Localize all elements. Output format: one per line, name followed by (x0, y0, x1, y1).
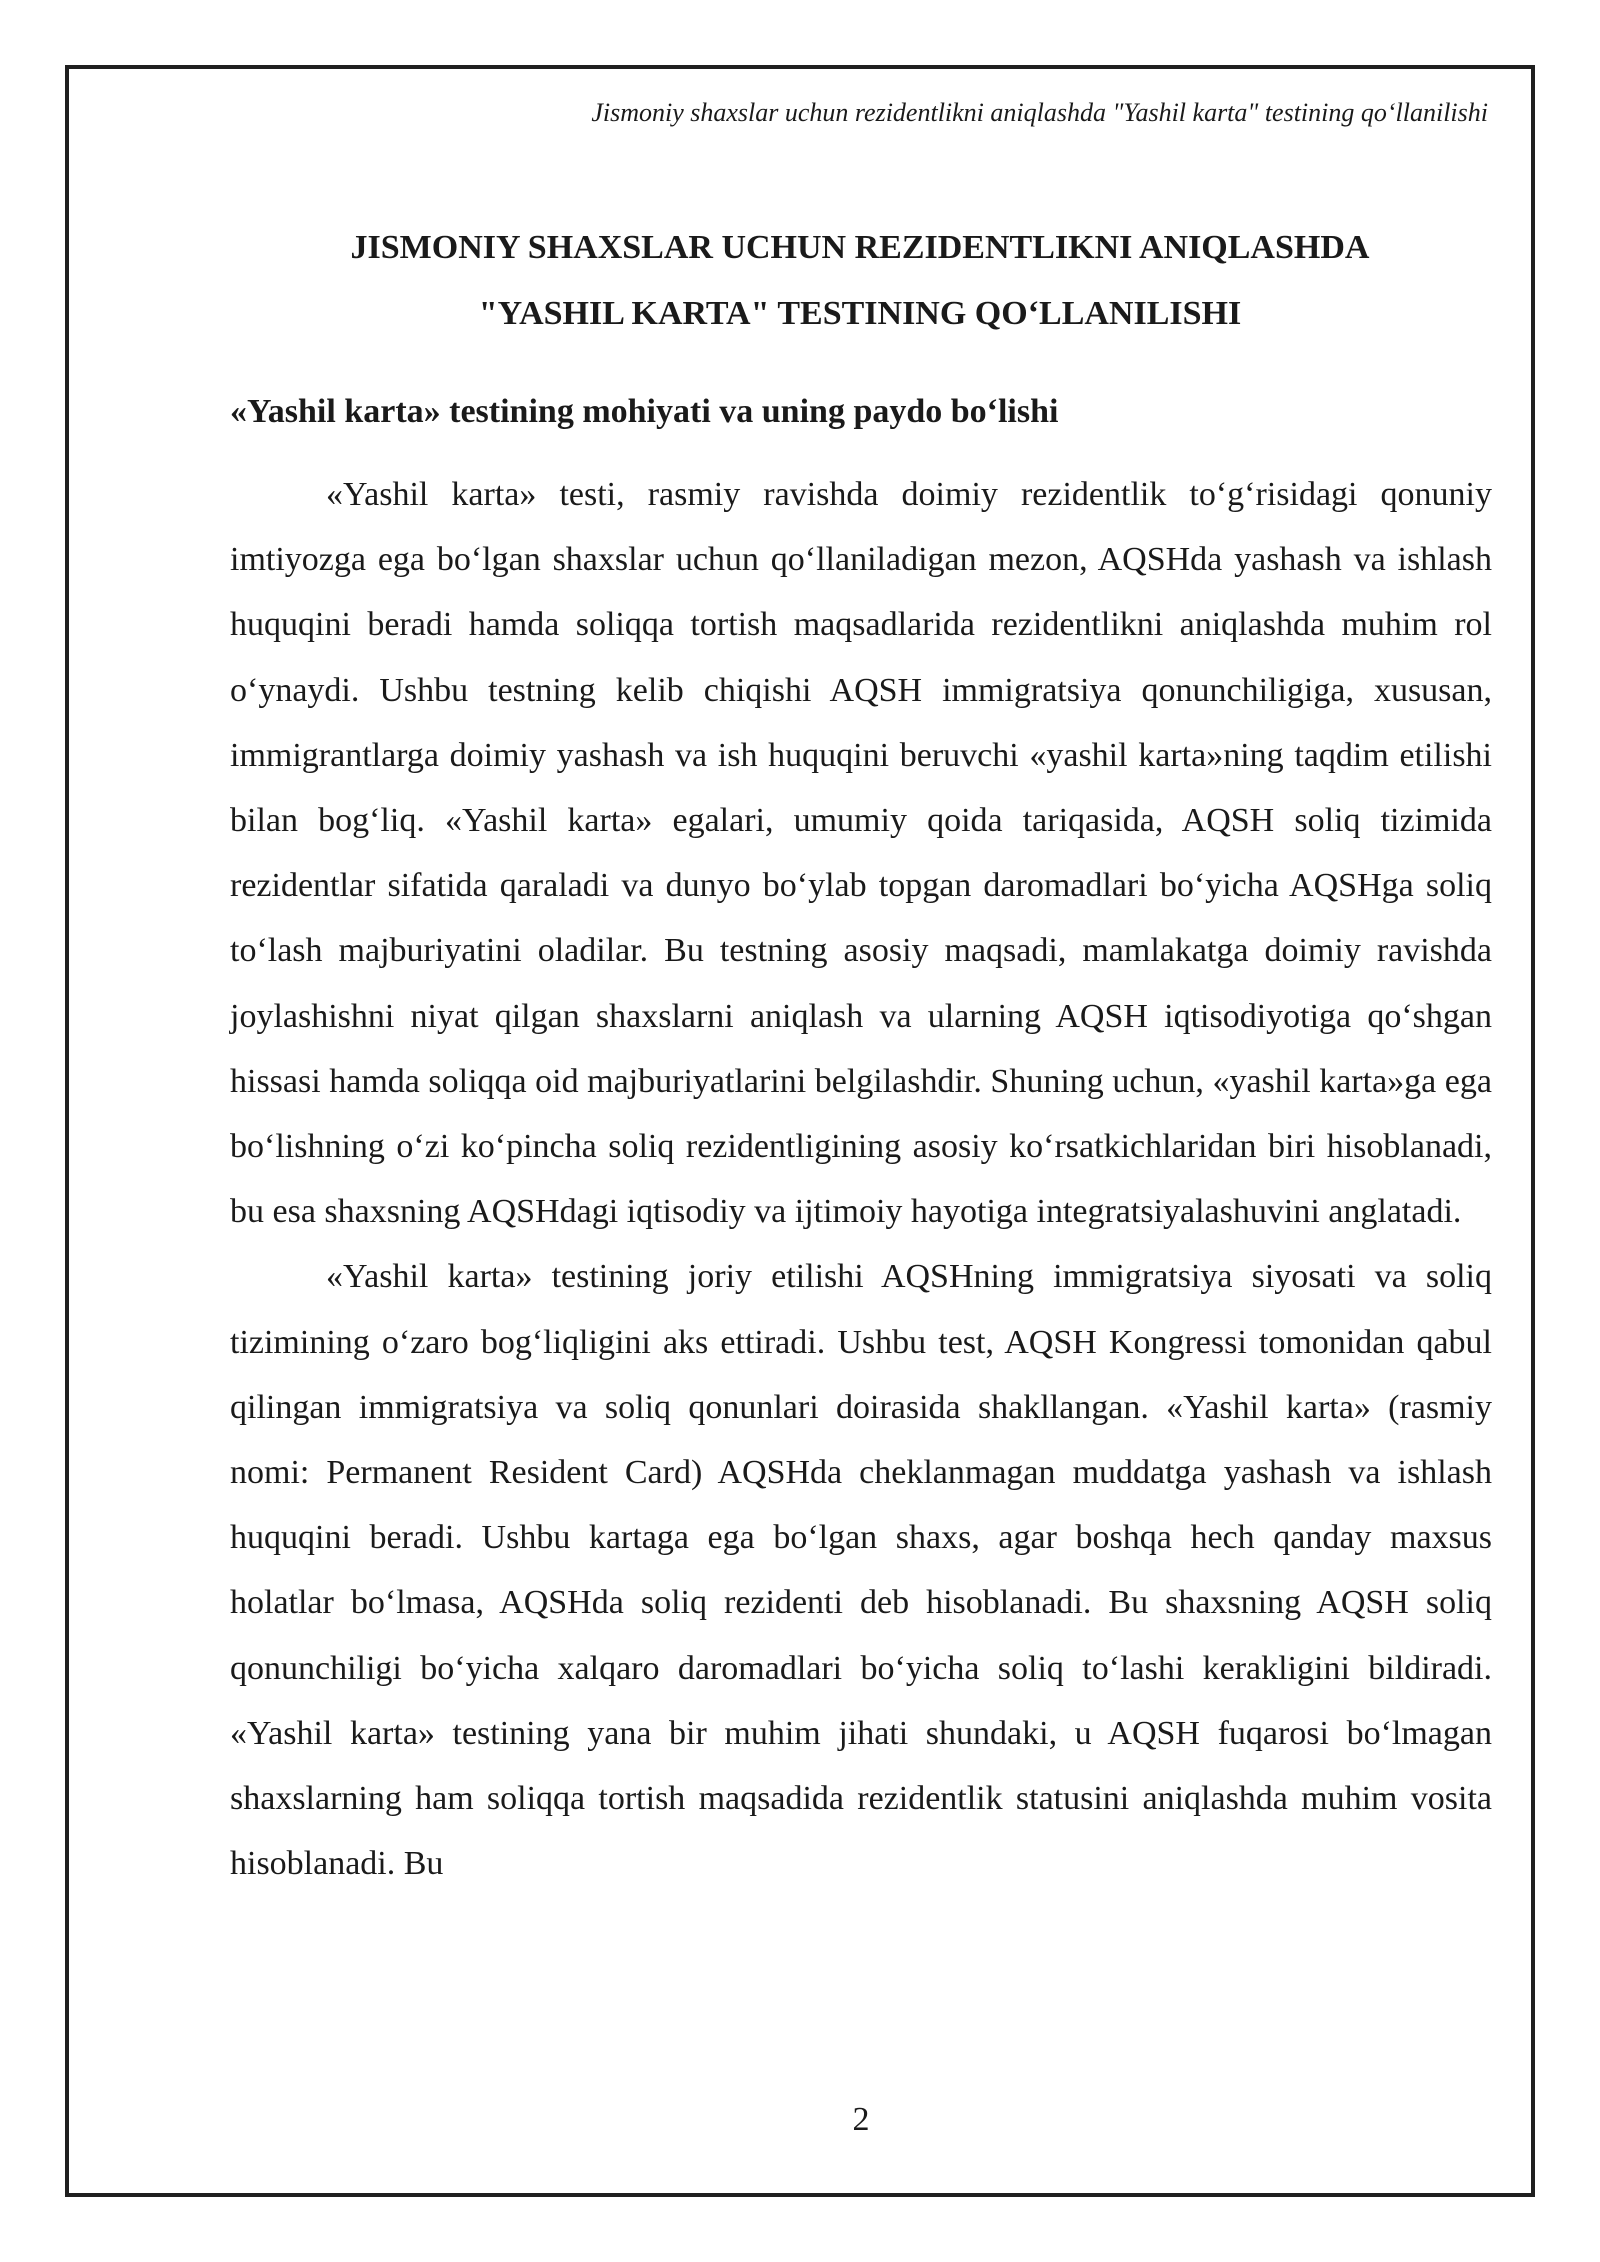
running-header: Jismoniy shaxslar uchun rezidentlikni aniqlashda "Yashil karta" testining qo‘llanilishi (591, 98, 1488, 127)
document-title-line-1: JISMONIY SHAXSLAR UCHUN REZIDENTLIKNI ANIQLASHDA (350, 229, 1370, 266)
section-heading: «Yashil karta» testining mohiyati va uning paydo bo‘lishi (230, 393, 1059, 430)
paragraph-1: «Yashil karta» testi, rasmiy ravishda doimiy rezidentlik to‘g‘risidagi qonuniy imtiyozga ega bo‘lgan shaxslar uchun qo‘llaniladigan mezon, AQSHda yashash va ishlash huquqini beradi hamda soliqqa tortish maqsadlarida rezidentlikni aniqlashda muhim rol o‘ynaydi. Ushbu testning kelib chiqishi AQSH immigratsiya qonunchiligiga, xususan, immigrantlarga doimiy yashash va ish huquqini beruvchi «yashil karta»ning taqdim etilishi bilan bog‘liq. «Yashil karta» egalari, umumiy qoida tariqasida, AQSH soliq tizimida rezidentlar sifatida qaraladi va dunyo bo‘ylab topgan daromadlari bo‘yicha AQSHga soliq to‘lash majburiyatini oladilar. Bu testning asosiy maqsadi, mamlakatga doimiy ravishda joylashishni niyat qilgan shaxslarni aniqlash va ularning AQSH iqtisodiyotiga qo‘shgan hissasi hamda soliqqa oid majburiyatlarini belgilashdir. Shuning uchun, «yashil karta»ga ega bo‘lishning o‘zi ko‘pincha soliq rezidentligining asosiy ko‘rsatkichlaridan biri hisoblanadi, bu esa shaxsning AQSHdagi iqtisodiy va ijtimoiy hayotiga integratsiyalashuvini anglatadi. (230, 476, 1492, 1231)
document-title-line-2: "YASHIL KARTA" TESTINING QO‘LLANILISHI (478, 295, 1242, 332)
body-text (230, 462, 1492, 1896)
document-title (230, 215, 1490, 347)
page-number: 2 (852, 2101, 870, 2138)
paragraph-2: «Yashil karta» testining joriy etilishi AQSHning immigratsiya siyosati va soliq tizimining o‘zaro bog‘liqligini aks ettiradi. Ushbu test, AQSH Kongressi tomonidan qabul qilingan immigratsiya va soliq qonunlari doirasida shakllangan. «Yashil karta» (rasmiy nomi: Permanent Resident Card) AQSHda cheklanmagan muddatga yashash va ishlash huquqini beradi. Ushbu kartaga ega bo‘lgan shaxs, agar boshqa hech qanday maxsus holatlar bo‘lmasa, AQSHda soliq rezidenti deb hisoblanadi. Bu shaxsning AQSH soliq qonunchiligi bo‘yicha xalqaro daromadlari bo‘yicha soliq to‘lashi kerakligini bildiradi. «Yashil karta» testining yana bir muhim jihati shundaki, u AQSH fuqarosi bo‘lmagan shaxslarning ham soliqqa tortish maqsadida rezidentlik statusini aniqlashda muhim vosita hisoblanadi. Bu (230, 1258, 1492, 1883)
